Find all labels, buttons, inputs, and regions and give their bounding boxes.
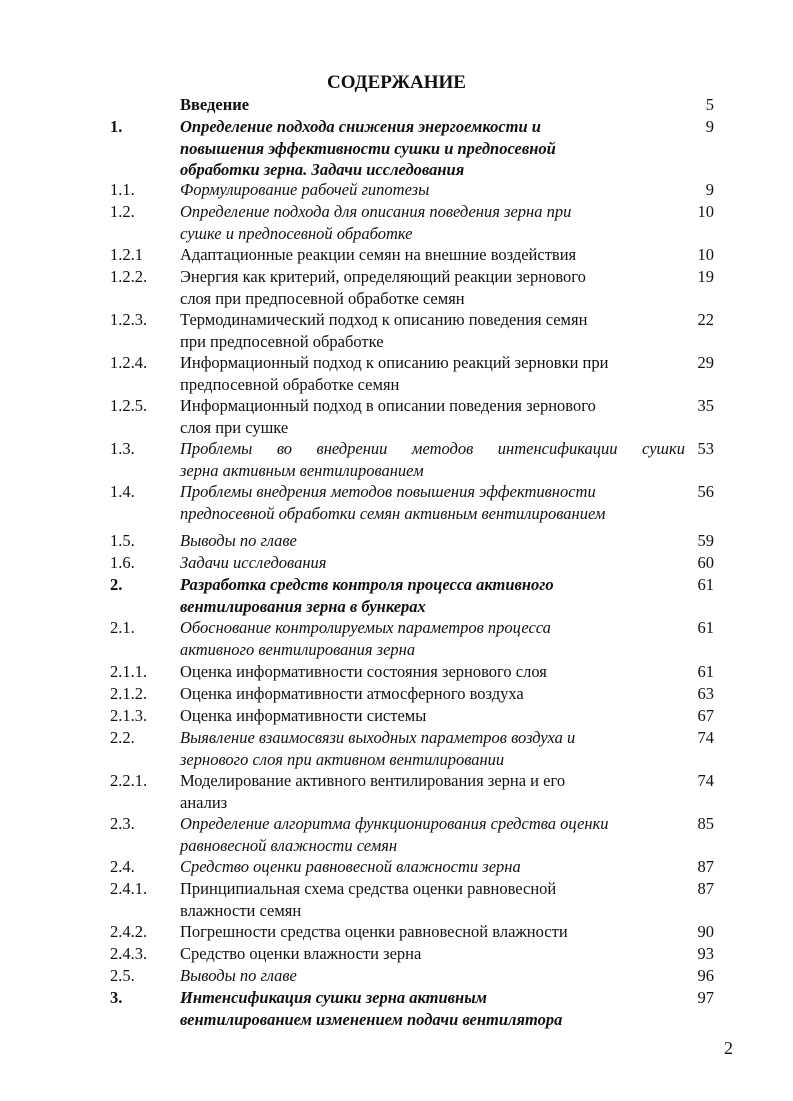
toc-entry-page: 67 (697, 706, 714, 725)
toc-entry-page: 60 (697, 553, 714, 572)
toc-entry-number: 2.1. (110, 618, 135, 637)
toc-entry-number: 2.1.3. (110, 706, 148, 725)
toc-entry-page: 93 (697, 944, 714, 963)
toc-entry-number: 1. (110, 117, 123, 136)
toc-entry-page: 9 (705, 117, 714, 136)
toc-entry-number: 1.2.1 (110, 245, 143, 264)
toc-entry-page: 9 (705, 180, 714, 199)
toc-entry-number: 1.4. (110, 482, 135, 501)
toc-entry-title: Введение (180, 95, 250, 114)
toc-entry-title: Определение подхода снижения энергоемкости и повышения эффективности сушки и предпосевной обработки зерна. Задачи исследования (180, 117, 556, 179)
toc-entry-title: Проблемы внедрения методов повышения эффективности предпосевной обработки семян активным вентилированием (180, 482, 606, 523)
toc-entry-title: Средство оценки влажности зерна (180, 944, 422, 963)
toc-entry-number: 1.1. (110, 180, 135, 199)
toc-entry-title: Выводы по главе (180, 966, 297, 985)
toc-entry-number: 2.4.1. (110, 879, 148, 898)
toc-entry-number: 2.1.2. (110, 684, 148, 703)
toc-entry-page: 5 (705, 95, 714, 114)
toc-entry-title: Информационный подход в описании поведения зернового слоя при сушке (180, 396, 596, 437)
toc-entry-title: Принципиальная схема средства оценки равновесной влажности семян (180, 879, 557, 920)
toc-entry-page: 74 (697, 771, 714, 790)
toc-entry-title: Выявление взаимосвязи выходных параметров воздуха и зернового слоя при активном вентилировании (180, 728, 576, 769)
toc-entry-page: 97 (697, 988, 714, 1007)
toc-entry-title: Моделирование активного вентилирования зерна и его анализ (180, 771, 566, 812)
toc-entry-title: Средство оценки равновесной влажности зерна (180, 857, 521, 876)
toc-heading: СОДЕРЖАНИЕ (327, 72, 466, 93)
toc-entry-number: 2.5. (110, 966, 135, 985)
toc-entry-page: 63 (697, 684, 714, 703)
toc-entry-page: 10 (697, 245, 714, 264)
toc-entry-page: 35 (697, 396, 714, 415)
toc-entry-title: Адаптационные реакции семян на внешние воздействия (180, 245, 577, 264)
toc-entry-title: Задачи исследования (180, 553, 327, 572)
toc-entry-number: 2.4.3. (110, 944, 148, 963)
toc-entry-page: 87 (697, 857, 714, 876)
toc-entry-page: 10 (697, 202, 714, 221)
toc-entry-page: 22 (697, 310, 714, 329)
toc-entry-page: 29 (697, 353, 714, 372)
toc-entry-number: 1.2.3. (110, 310, 148, 329)
toc-entry-page: 53 (697, 439, 714, 458)
toc-entry-number: 2.4.2. (110, 922, 148, 941)
toc-entry-title: Оценка информативности атмосферного воздуха (180, 684, 524, 703)
toc-entry-title: Определение подхода для описания поведения зерна при сушке и предпосевной обработке (180, 202, 572, 243)
toc-entry-number: 1.2.2. (110, 267, 148, 286)
toc-entry-title: Проблемы во внедрении методов интенсификации сушки зерна активным вентилированием (180, 439, 685, 480)
toc-entry-title: Оценка информативности системы (180, 706, 427, 725)
toc-entry-number: 1.5. (110, 531, 135, 550)
toc-entry-title: Формулирование рабочей гипотезы (180, 180, 430, 199)
toc-entry-page: 61 (697, 575, 714, 594)
toc-entry-number: 2.2.1. (110, 771, 148, 790)
toc-entry-title: Термодинамический подход к описанию поведения семян при предпосевной обработке (180, 310, 588, 351)
toc-entry-page: 59 (697, 531, 714, 550)
toc-entry-page: 85 (697, 814, 714, 833)
toc-entry-number: 1.2.5. (110, 396, 148, 415)
toc-entry-page: 90 (697, 922, 714, 941)
toc-entry-number: 1.2.4. (110, 353, 148, 372)
toc-entry-number: 2.1.1. (110, 662, 148, 681)
toc-entry-number: 1.3. (110, 439, 135, 458)
toc-entry-title: Разработка средств контроля процесса активного вентилирования зерна в бункерах (180, 575, 554, 616)
toc-entry-number: 2. (110, 575, 123, 594)
toc-entry-page: 96 (697, 966, 714, 985)
toc-entry-page: 87 (697, 879, 714, 898)
toc-entry-title: Оценка информативности состояния зернового слоя (180, 662, 547, 681)
toc-entry-title: Выводы по главе (180, 531, 297, 550)
toc-entry-number: 2.3. (110, 814, 135, 833)
toc-entry-page: 61 (697, 662, 714, 681)
toc-entry-title: Информационный подход к описанию реакций зерновки при предпосевной обработке семян (180, 353, 609, 394)
toc-entry-number: 1.6. (110, 553, 135, 572)
toc-entry-number: 2.2. (110, 728, 135, 747)
toc-entry-page: 19 (697, 267, 714, 286)
toc-entry-title: Интенсификация сушки зерна активным вентилированием изменением подачи вентилятора (180, 988, 563, 1029)
toc-entry-page: 74 (697, 728, 714, 747)
toc-entry-title: Обоснование контролируемых параметров процесса активного вентилирования зерна (180, 618, 551, 659)
toc-entry-title: Энергия как критерий, определяющий реакции зернового слоя при предпосевной обработке семян (180, 267, 586, 308)
toc-entry-title: Определение алгоритма функционирования средства оценки равновесной влажности семян (180, 814, 609, 855)
toc-entry-page: 61 (697, 618, 714, 637)
toc-entry-page: 56 (697, 482, 714, 501)
toc-entry-number: 1.2. (110, 202, 135, 221)
page-number: 2 (724, 1038, 733, 1058)
toc-entry-number: 2.4. (110, 857, 135, 876)
toc-entry-title: Погрешности средства оценки равновесной влажности (180, 922, 568, 941)
toc-entry-number: 3. (110, 988, 123, 1007)
